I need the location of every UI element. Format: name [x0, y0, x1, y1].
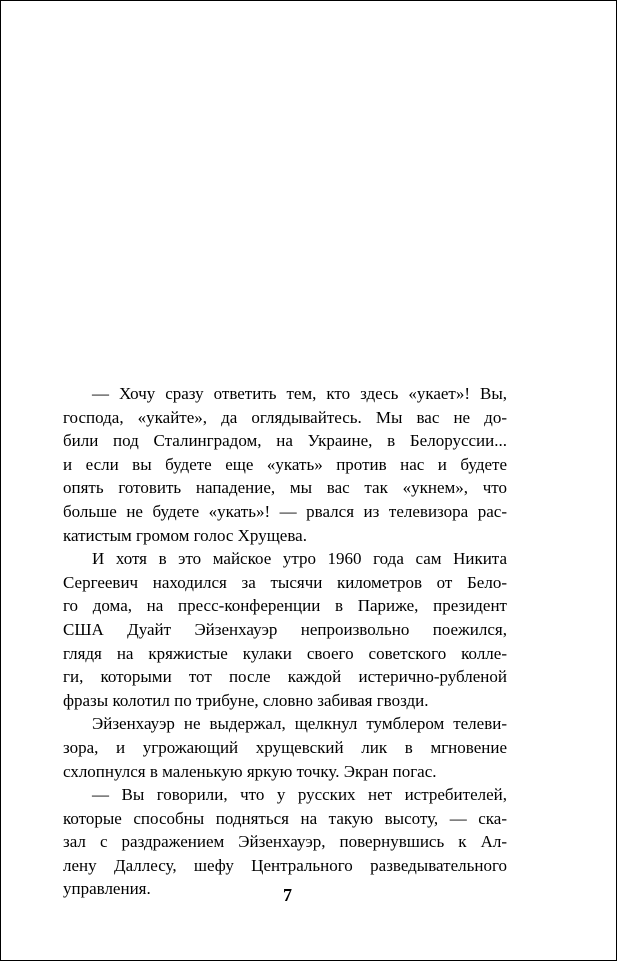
text-line: опять готовить нападение, мы вас так «укнем», что [63, 478, 507, 498]
text-line: ги, которыми тот после каждой истерично-рубленой [63, 667, 507, 687]
text-line: — Хочу сразу ответить тем, кто здесь «укает»! Вы, [92, 384, 507, 403]
text-line: били под Сталинградом, на Украине, в Белоруссии... [63, 431, 507, 451]
text-line: больше не будете «укать»! — рвался из телевизора рас- [63, 501, 507, 521]
text-line: схлопнулся в маленькую яркую точку. Экран погас. [63, 761, 437, 781]
text-line: и если вы будете еще «укать» против нас и будете [63, 454, 507, 474]
text-line: США Дуайт Эйзенхауэр непроизвольно поежился, [63, 619, 507, 639]
text-line: глядя на кряжистые кулаки своего советского колле- [63, 643, 507, 663]
text-line: Эйзенхауэр не выдержал, щелкнул тумблером телеви- [92, 714, 507, 734]
text-line: Сергеевич находился за тысячи километров от Бело- [63, 572, 507, 592]
paragraph-4 [63, 783, 507, 901]
text-line: которые способны подняться на такую высоту, — ска- [63, 808, 507, 828]
paragraph-2 [63, 547, 507, 712]
text-line: зал с раздражением Эйзенхауэр, повернувшись к Ал- [63, 832, 507, 852]
text-line: лену Даллесу, шефу Центрального разведывательного [63, 855, 507, 875]
text-line: катистым громом голос Хрущева. [63, 525, 307, 545]
text-line: господа, «укайте», да оглядывайтесь. Мы вас не до- [63, 407, 507, 427]
page-number: 7 [283, 885, 292, 905]
text-line: го дома, на пресс-конференции в Париже, президент [63, 596, 507, 616]
text-line: зора, и угрожающий хрущевский лик в мгновение [63, 737, 507, 757]
text-line: управления. [63, 879, 151, 899]
text-line: И хотя в это майское утро 1960 года сам Никита [92, 549, 507, 569]
body-text [63, 382, 507, 901]
paragraph-1 [63, 382, 507, 547]
paragraph-3 [63, 712, 507, 783]
text-line: фразы колотил по трибуне, словно забивая гвозди. [63, 690, 429, 710]
text-line: — Вы говорили, что у русских нет истребителей, [92, 785, 507, 805]
